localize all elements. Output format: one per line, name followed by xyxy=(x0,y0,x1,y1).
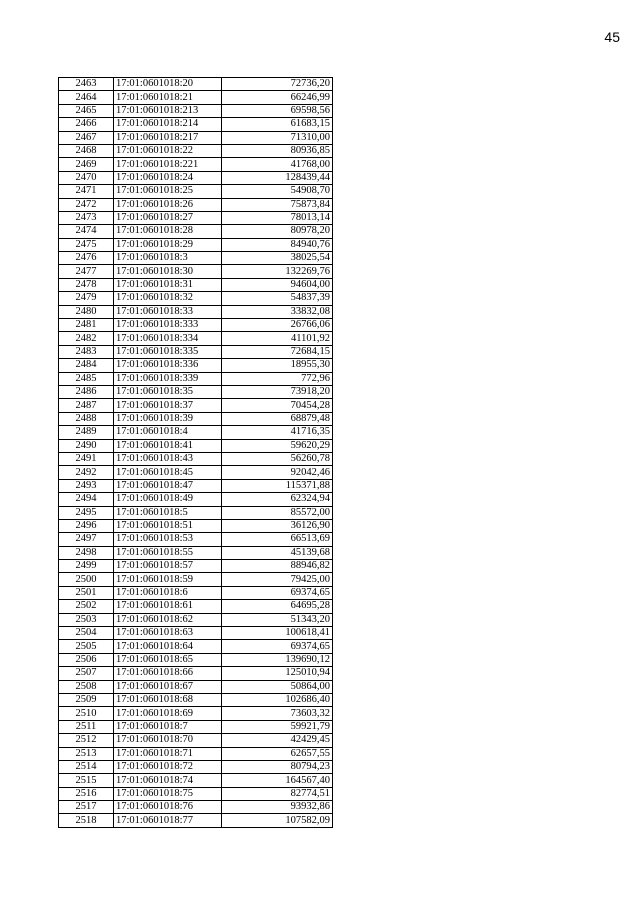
table-row xyxy=(59,533,333,546)
row-number-cell: 2470 xyxy=(59,171,114,184)
cadastral-number-cell: 17:01:0601018:47 xyxy=(114,479,222,492)
table-row xyxy=(59,385,333,398)
cadastral-number-cell: 17:01:0601018:32 xyxy=(114,292,222,305)
table-row xyxy=(59,412,333,425)
cadastral-number-cell: 17:01:0601018:70 xyxy=(114,734,222,747)
row-number-cell: 2484 xyxy=(59,359,114,372)
cadastral-number-cell: 17:01:0601018:77 xyxy=(114,814,222,827)
table-row xyxy=(59,185,333,198)
cadastral-value-cell: 41716,35 xyxy=(222,426,333,439)
table-row xyxy=(59,292,333,305)
cadastral-value-cell: 18955,30 xyxy=(222,359,333,372)
cadastral-value-cell: 125010,94 xyxy=(222,667,333,680)
row-number-cell: 2505 xyxy=(59,640,114,653)
cadastral-number-cell: 17:01:0601018:45 xyxy=(114,466,222,479)
row-number-cell: 2492 xyxy=(59,466,114,479)
cadastral-value-cell: 69374,65 xyxy=(222,640,333,653)
cadastral-number-cell: 17:01:0601018:68 xyxy=(114,693,222,706)
row-number-cell: 2478 xyxy=(59,278,114,291)
cadastral-number-cell: 17:01:0601018:333 xyxy=(114,319,222,332)
table-row xyxy=(59,171,333,184)
cadastral-number-cell: 17:01:0601018:69 xyxy=(114,707,222,720)
cadastral-number-cell: 17:01:0601018:6 xyxy=(114,586,222,599)
cadastral-value-cell: 73918,20 xyxy=(222,385,333,398)
row-number-cell: 2506 xyxy=(59,653,114,666)
cadastral-number-cell: 17:01:0601018:4 xyxy=(114,426,222,439)
row-number-cell: 2480 xyxy=(59,305,114,318)
cadastral-value-cell: 26766,06 xyxy=(222,319,333,332)
row-number-cell: 2464 xyxy=(59,91,114,104)
cadastral-number-cell: 17:01:0601018:62 xyxy=(114,613,222,626)
row-number-cell: 2481 xyxy=(59,319,114,332)
table-row xyxy=(59,225,333,238)
row-number-cell: 2467 xyxy=(59,131,114,144)
row-number-cell: 2472 xyxy=(59,198,114,211)
table-row xyxy=(59,693,333,706)
cadastral-value-cell: 64695,28 xyxy=(222,600,333,613)
row-number-cell: 2495 xyxy=(59,506,114,519)
cadastral-number-cell: 17:01:0601018:25 xyxy=(114,185,222,198)
row-number-cell: 2502 xyxy=(59,600,114,613)
row-number-cell: 2471 xyxy=(59,185,114,198)
cadastral-number-cell: 17:01:0601018:35 xyxy=(114,385,222,398)
cadastral-number-cell: 17:01:0601018:334 xyxy=(114,332,222,345)
row-number-cell: 2477 xyxy=(59,265,114,278)
row-number-cell: 2468 xyxy=(59,144,114,157)
cadastral-value-cell: 88946,82 xyxy=(222,560,333,573)
row-number-cell: 2466 xyxy=(59,118,114,131)
cadastral-number-cell: 17:01:0601018:26 xyxy=(114,198,222,211)
table-row xyxy=(59,144,333,157)
table-row xyxy=(59,332,333,345)
row-number-cell: 2479 xyxy=(59,292,114,305)
table-row xyxy=(59,801,333,814)
cadastral-value-cell: 50864,00 xyxy=(222,680,333,693)
cadastral-value-table xyxy=(58,77,333,828)
cadastral-number-cell: 17:01:0601018:21 xyxy=(114,91,222,104)
table-row xyxy=(59,452,333,465)
table-row xyxy=(59,707,333,720)
cadastral-value-cell: 85572,00 xyxy=(222,506,333,519)
table-row xyxy=(59,653,333,666)
row-number-cell: 2500 xyxy=(59,573,114,586)
cadastral-number-cell: 17:01:0601018:75 xyxy=(114,787,222,800)
cadastral-number-cell: 17:01:0601018:214 xyxy=(114,118,222,131)
cadastral-number-cell: 17:01:0601018:3 xyxy=(114,252,222,265)
table-row xyxy=(59,252,333,265)
cadastral-value-cell: 139690,12 xyxy=(222,653,333,666)
row-number-cell: 2499 xyxy=(59,560,114,573)
table-row xyxy=(59,426,333,439)
cadastral-value-cell: 80936,85 xyxy=(222,144,333,157)
cadastral-value-cell: 78013,14 xyxy=(222,211,333,224)
row-number-cell: 2475 xyxy=(59,238,114,251)
table-row xyxy=(59,519,333,532)
table-row xyxy=(59,734,333,747)
table-row xyxy=(59,586,333,599)
cadastral-number-cell: 17:01:0601018:20 xyxy=(114,78,222,91)
row-number-cell: 2469 xyxy=(59,158,114,171)
cadastral-number-cell: 17:01:0601018:59 xyxy=(114,573,222,586)
table-row xyxy=(59,640,333,653)
row-number-cell: 2473 xyxy=(59,211,114,224)
cadastral-number-cell: 17:01:0601018:28 xyxy=(114,225,222,238)
table-row xyxy=(59,399,333,412)
row-number-cell: 2501 xyxy=(59,586,114,599)
cadastral-value-cell: 80794,23 xyxy=(222,760,333,773)
cadastral-value-cell: 107582,09 xyxy=(222,814,333,827)
row-number-cell: 2493 xyxy=(59,479,114,492)
cadastral-value-cell: 132269,76 xyxy=(222,265,333,278)
cadastral-number-cell: 17:01:0601018:72 xyxy=(114,760,222,773)
cadastral-value-cell: 38025,54 xyxy=(222,252,333,265)
cadastral-number-cell: 17:01:0601018:63 xyxy=(114,627,222,640)
row-number-cell: 2509 xyxy=(59,693,114,706)
table-row xyxy=(59,158,333,171)
cadastral-value-cell: 102686,40 xyxy=(222,693,333,706)
cadastral-number-cell: 17:01:0601018:57 xyxy=(114,560,222,573)
cadastral-number-cell: 17:01:0601018:30 xyxy=(114,265,222,278)
cadastral-number-cell: 17:01:0601018:27 xyxy=(114,211,222,224)
row-number-cell: 2511 xyxy=(59,720,114,733)
cadastral-number-cell: 17:01:0601018:66 xyxy=(114,667,222,680)
cadastral-value-cell: 41101,92 xyxy=(222,332,333,345)
cadastral-value-cell: 62657,55 xyxy=(222,747,333,760)
cadastral-number-cell: 17:01:0601018:76 xyxy=(114,801,222,814)
row-number-cell: 2504 xyxy=(59,627,114,640)
table-row xyxy=(59,720,333,733)
cadastral-number-cell: 17:01:0601018:53 xyxy=(114,533,222,546)
table-row xyxy=(59,774,333,787)
cadastral-number-cell: 17:01:0601018:43 xyxy=(114,452,222,465)
row-number-cell: 2485 xyxy=(59,372,114,385)
cadastral-value-cell: 41768,00 xyxy=(222,158,333,171)
table-row xyxy=(59,372,333,385)
table-row xyxy=(59,747,333,760)
cadastral-value-cell: 75873,84 xyxy=(222,198,333,211)
table-row xyxy=(59,506,333,519)
row-number-cell: 2476 xyxy=(59,252,114,265)
cadastral-value-cell: 68879,48 xyxy=(222,412,333,425)
table-row xyxy=(59,479,333,492)
table-row xyxy=(59,680,333,693)
cadastral-value-cell: 72684,15 xyxy=(222,345,333,358)
cadastral-number-cell: 17:01:0601018:49 xyxy=(114,493,222,506)
table-row xyxy=(59,278,333,291)
row-number-cell: 2498 xyxy=(59,546,114,559)
cadastral-value-cell: 84940,76 xyxy=(222,238,333,251)
cadastral-value-cell: 42429,45 xyxy=(222,734,333,747)
table-row xyxy=(59,573,333,586)
row-number-cell: 2486 xyxy=(59,385,114,398)
cadastral-number-cell: 17:01:0601018:339 xyxy=(114,372,222,385)
table-row xyxy=(59,466,333,479)
cadastral-value-cell: 82774,51 xyxy=(222,787,333,800)
row-number-cell: 2518 xyxy=(59,814,114,827)
cadastral-number-cell: 17:01:0601018:24 xyxy=(114,171,222,184)
row-number-cell: 2463 xyxy=(59,78,114,91)
cadastral-number-cell: 17:01:0601018:64 xyxy=(114,640,222,653)
cadastral-value-cell: 164567,40 xyxy=(222,774,333,787)
table-row xyxy=(59,359,333,372)
cadastral-number-cell: 17:01:0601018:7 xyxy=(114,720,222,733)
table-row xyxy=(59,104,333,117)
row-number-cell: 2508 xyxy=(59,680,114,693)
table-row xyxy=(59,78,333,91)
cadastral-value-cell: 45139,68 xyxy=(222,546,333,559)
table-row xyxy=(59,493,333,506)
row-number-cell: 2489 xyxy=(59,426,114,439)
cadastral-value-cell: 115371,88 xyxy=(222,479,333,492)
row-number-cell: 2507 xyxy=(59,667,114,680)
table-row xyxy=(59,319,333,332)
cadastral-number-cell: 17:01:0601018:61 xyxy=(114,600,222,613)
row-number-cell: 2483 xyxy=(59,345,114,358)
table-row xyxy=(59,345,333,358)
cadastral-number-cell: 17:01:0601018:39 xyxy=(114,412,222,425)
table-row xyxy=(59,613,333,626)
cadastral-number-cell: 17:01:0601018:55 xyxy=(114,546,222,559)
cadastral-value-cell: 33832,08 xyxy=(222,305,333,318)
cadastral-value-cell: 62324,94 xyxy=(222,493,333,506)
row-number-cell: 2465 xyxy=(59,104,114,117)
cadastral-value-cell: 94604,00 xyxy=(222,278,333,291)
page-number: 45 xyxy=(604,29,620,45)
table-row xyxy=(59,627,333,640)
table-row xyxy=(59,600,333,613)
cadastral-value-cell: 72736,20 xyxy=(222,78,333,91)
row-number-cell: 2517 xyxy=(59,801,114,814)
row-number-cell: 2488 xyxy=(59,412,114,425)
cadastral-value-cell: 51343,20 xyxy=(222,613,333,626)
cadastral-number-cell: 17:01:0601018:51 xyxy=(114,519,222,532)
table-row xyxy=(59,560,333,573)
cadastral-value-cell: 70454,28 xyxy=(222,399,333,412)
cadastral-value-cell: 61683,15 xyxy=(222,118,333,131)
cadastral-number-cell: 17:01:0601018:41 xyxy=(114,439,222,452)
cadastral-number-cell: 17:01:0601018:22 xyxy=(114,144,222,157)
cadastral-number-cell: 17:01:0601018:336 xyxy=(114,359,222,372)
row-number-cell: 2514 xyxy=(59,760,114,773)
cadastral-number-cell: 17:01:0601018:33 xyxy=(114,305,222,318)
table-row xyxy=(59,91,333,104)
cadastral-value-cell: 93932,86 xyxy=(222,801,333,814)
table-row xyxy=(59,211,333,224)
table-row xyxy=(59,439,333,452)
row-number-cell: 2512 xyxy=(59,734,114,747)
cadastral-value-cell: 128439,44 xyxy=(222,171,333,184)
cadastral-number-cell: 17:01:0601018:65 xyxy=(114,653,222,666)
row-number-cell: 2487 xyxy=(59,399,114,412)
table-row xyxy=(59,305,333,318)
cadastral-number-cell: 17:01:0601018:217 xyxy=(114,131,222,144)
row-number-cell: 2491 xyxy=(59,452,114,465)
cadastral-number-cell: 17:01:0601018:31 xyxy=(114,278,222,291)
cadastral-value-cell: 66246,99 xyxy=(222,91,333,104)
row-number-cell: 2474 xyxy=(59,225,114,238)
table-row xyxy=(59,198,333,211)
cadastral-value-cell: 73603,32 xyxy=(222,707,333,720)
row-number-cell: 2510 xyxy=(59,707,114,720)
table-row xyxy=(59,238,333,251)
row-number-cell: 2490 xyxy=(59,439,114,452)
table-row xyxy=(59,265,333,278)
cadastral-value-cell: 100618,41 xyxy=(222,627,333,640)
cadastral-value-cell: 79425,00 xyxy=(222,573,333,586)
row-number-cell: 2494 xyxy=(59,493,114,506)
cadastral-value-cell: 54837,39 xyxy=(222,292,333,305)
row-number-cell: 2513 xyxy=(59,747,114,760)
row-number-cell: 2496 xyxy=(59,519,114,532)
row-number-cell: 2515 xyxy=(59,774,114,787)
cadastral-number-cell: 17:01:0601018:29 xyxy=(114,238,222,251)
cadastral-value-cell: 66513,69 xyxy=(222,533,333,546)
cadastral-number-cell: 17:01:0601018:335 xyxy=(114,345,222,358)
cadastral-value-cell: 772,96 xyxy=(222,372,333,385)
table-row xyxy=(59,546,333,559)
cadastral-number-cell: 17:01:0601018:71 xyxy=(114,747,222,760)
cadastral-number-cell: 17:01:0601018:5 xyxy=(114,506,222,519)
cadastral-value-cell: 59921,79 xyxy=(222,720,333,733)
cadastral-value-cell: 69598,56 xyxy=(222,104,333,117)
table-body xyxy=(59,78,333,828)
cadastral-number-cell: 17:01:0601018:37 xyxy=(114,399,222,412)
cadastral-value-cell: 69374,65 xyxy=(222,586,333,599)
cadastral-value-cell: 92042,46 xyxy=(222,466,333,479)
cadastral-value-cell: 54908,70 xyxy=(222,185,333,198)
table-row xyxy=(59,760,333,773)
row-number-cell: 2503 xyxy=(59,613,114,626)
row-number-cell: 2482 xyxy=(59,332,114,345)
table-row xyxy=(59,118,333,131)
cadastral-number-cell: 17:01:0601018:74 xyxy=(114,774,222,787)
cadastral-number-cell: 17:01:0601018:213 xyxy=(114,104,222,117)
cadastral-value-cell: 59620,29 xyxy=(222,439,333,452)
table-row xyxy=(59,131,333,144)
row-number-cell: 2497 xyxy=(59,533,114,546)
table-row xyxy=(59,667,333,680)
cadastral-number-cell: 17:01:0601018:67 xyxy=(114,680,222,693)
cadastral-value-cell: 71310,00 xyxy=(222,131,333,144)
table-row xyxy=(59,787,333,800)
cadastral-value-cell: 56260,78 xyxy=(222,452,333,465)
cadastral-value-cell: 36126,90 xyxy=(222,519,333,532)
row-number-cell: 2516 xyxy=(59,787,114,800)
table-row xyxy=(59,814,333,827)
cadastral-number-cell: 17:01:0601018:221 xyxy=(114,158,222,171)
cadastral-value-cell: 80978,20 xyxy=(222,225,333,238)
